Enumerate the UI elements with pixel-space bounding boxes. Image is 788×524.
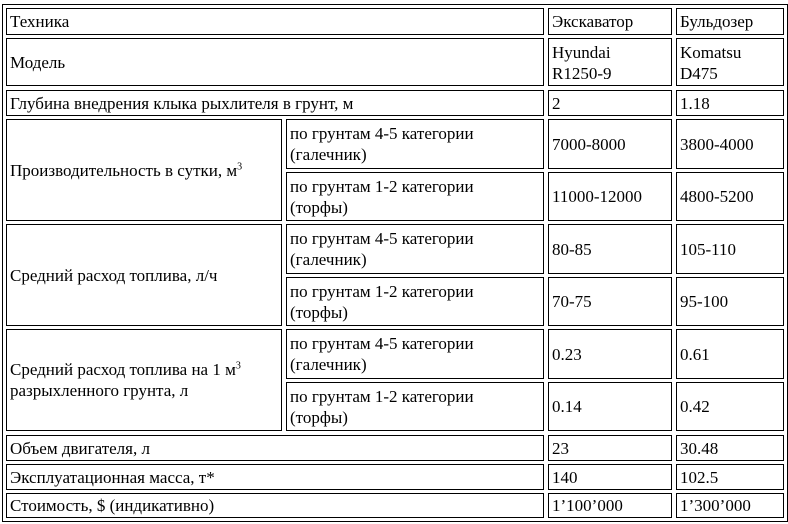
productivity-cat12-bulldozer: 4800-5200 — [676, 172, 784, 221]
engine-label: Объем двигателя, л — [6, 435, 544, 461]
productivity-cat12-excavator: 11000-12000 — [548, 172, 672, 221]
productivity-cat45-bulldozer: 3800-4000 — [676, 119, 784, 169]
fuel-cat45-bulldozer: 105-110 — [676, 224, 784, 274]
mass-label: Эксплуатационная масса, т* — [6, 464, 544, 490]
fuel-per-m3-cat12-bulldozer: 0.42 — [676, 382, 784, 431]
model-bulldozer: Komatsu D475 — [676, 38, 784, 86]
fuel-cat45-excavator: 80-85 — [548, 224, 672, 274]
cost-bulldozer: 1’300’000 — [676, 493, 784, 518]
engine-bulldozer: 30.48 — [676, 435, 784, 461]
fuel-per-m3-label: Средний расход топлива на 1 $м^3$ разрыхленного грунта, л — [6, 329, 282, 431]
productivity-cat45-excavator: 7000-8000 — [548, 119, 672, 169]
fuel-cat45-condition: по грунтам 4-5 категории (галечник) — [286, 224, 544, 274]
mass-bulldozer: 102.5 — [676, 464, 784, 490]
header-techniques: Техника — [6, 8, 544, 35]
fuel-label: Средний расход топлива, л/ч — [6, 224, 282, 326]
header-bulldozer: Бульдозер — [676, 8, 784, 35]
fuel-per-m3-cat45-condition: по грунтам 4-5 категории (галечник) — [286, 329, 544, 379]
model-label: Модель — [6, 38, 544, 86]
fuel-cat12-condition: по грунтам 1-2 категории (торфы) — [286, 277, 544, 326]
model-excavator: Hyundai R1250-9 — [548, 38, 672, 86]
productivity-cat45-condition: по грунтам 4-5 категории (галечник) — [286, 119, 544, 169]
ripper-depth-bulldozer: 1.18 — [676, 90, 784, 116]
cost-label: Стоимость, $ (индикативно) — [6, 493, 544, 518]
productivity-cat12-condition: по грунтам 1-2 категории (торфы) — [286, 172, 544, 221]
mass-excavator: 140 — [548, 464, 672, 490]
fuel-cat12-excavator: 70-75 — [548, 277, 672, 326]
fuel-per-m3-cat45-excavator: 0.23 — [548, 329, 672, 379]
fuel-cat12-bulldozer: 95-100 — [676, 277, 784, 326]
engine-excavator: 23 — [548, 435, 672, 461]
fuel-per-m3-cat12-excavator: 0.14 — [548, 382, 672, 431]
comparison-table — [2, 4, 788, 522]
fuel-per-m3-cat45-bulldozer: 0.61 — [676, 329, 784, 379]
header-excavator: Экскаватор — [548, 8, 672, 35]
fuel-per-m3-cat12-condition: по грунтам 1-2 категории (торфы) — [286, 382, 544, 431]
productivity-label: Производительность в сутки, $м^3$ — [6, 119, 282, 221]
ripper-depth-excavator: 2 — [548, 90, 672, 116]
cost-excavator: 1’100’000 — [548, 493, 672, 518]
ripper-depth-label: Глубина внедрения клыка рыхлителя в грунт, м — [6, 90, 544, 116]
